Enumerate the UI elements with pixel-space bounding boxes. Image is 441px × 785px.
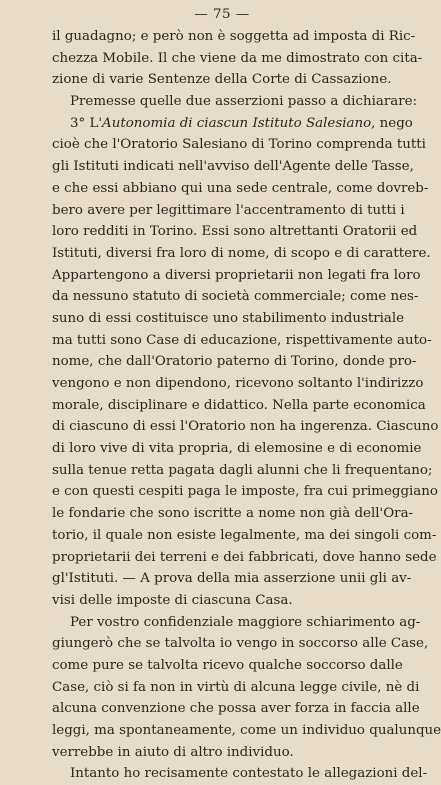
- text-line: di loro vive di vita propria, di elemosine e di economie: [52, 441, 422, 457]
- text-line: zione di varie Sentenze della Corte di Cassazione.: [52, 72, 392, 88]
- text-line: nome, che dall'Oratorio paterno di Torino, donde pro-: [52, 354, 417, 370]
- text-line: gl'Istituti. — A prova della mia asserzione unii gli av-: [52, 571, 412, 587]
- text-line: alcuna convenzione che possa aver forza in faccia alle: [52, 701, 420, 717]
- text-line: e che essi abbiano qui una sede centrale, come dovreb-: [52, 180, 429, 196]
- text-line: proprietarii dei terreni e dei fabbricati, dove hanno sede: [52, 549, 437, 565]
- text-segment: 3° L': [70, 115, 103, 131]
- text-line: Appartengono a diversi proprietarii non legati fra loro: [52, 267, 421, 283]
- text-line: morale, disciplinare e didattico. Nella parte economica: [52, 397, 426, 413]
- body-text: [52, 26, 441, 785]
- italic-title: Autonomia di ciascun Istituto Salesiano: [102, 115, 372, 131]
- text-line: leggi, ma spontaneamente, come un individuo qualunque: [52, 723, 441, 738]
- text-line: giungerò che se talvolta io vengo in soccorso alle Case,: [52, 636, 429, 652]
- text-line: da nessuno statuto di società commerciale; come nes-: [52, 289, 419, 305]
- text-line: visi delle imposte di ciascuna Casa.: [52, 592, 293, 608]
- text-line: suno di essi costituisce uno stabilimento industriale: [52, 310, 405, 326]
- text-line: Case, ciò si fa non in virtù di alcuna legge civile, nè di: [52, 679, 420, 695]
- text-line: di ciascuno di essi l'Oratorio non ha ingerenza. Ciascuno: [52, 419, 439, 435]
- text-line: Premesse quelle due asserzioni passo a dichiarare:: [70, 94, 418, 110]
- text-line: Istituti, diversi fra loro di nome, di scopo e di carattere.: [52, 245, 431, 261]
- text-line: vengono e non dipendono, ricevono soltanto l'indirizzo: [52, 376, 424, 391]
- text-line: il guadagno; e però non è soggetta ad imposta di Ric-: [52, 29, 416, 44]
- text-line: e con questi cespiti paga le imposte, fra cui primeggiano: [52, 484, 438, 500]
- text-line: Intanto ho recisamente contestato le allegazioni del-: [70, 766, 428, 782]
- text-line: sulla tenue retta pagata dagli alunni che li frequentano;: [52, 462, 433, 478]
- page-number: — 75 —: [194, 7, 250, 22]
- text-line: [52, 113, 413, 135]
- text-line: ma tutti sono Case di educazione, rispettivamente auto-: [52, 332, 432, 348]
- text-line: Per vostro confidenziale maggiore schiarimento ag-: [70, 614, 421, 630]
- text-line: bero avere per legittimare l'accentramento di tutti i: [52, 202, 405, 218]
- text-segment: , nego: [371, 115, 413, 131]
- text-line: le fondarie che sono iscritte a nome non già dell'Ora-: [52, 506, 414, 522]
- text-line: cioè che l'Oratorio Salesiano di Torino comprenda tutti: [52, 137, 426, 153]
- text-line: chezza Mobile. Il che viene da me dimostrato con cita-: [52, 50, 423, 66]
- text-line: gli Istituti indicati nell'avviso dell'Agente delle Tasse,: [52, 159, 414, 175]
- text-line: come pure se talvolta ricevo qualche soccorso dalle: [52, 657, 403, 673]
- text-line: loro redditi in Torino. Essi sono altrettanti Oratorii ed: [52, 224, 418, 240]
- text-line: torio, il quale non esiste legalmente, ma dei singoli com-: [52, 527, 437, 543]
- text-line: verrebbe in aiuto di altro individuo.: [52, 744, 294, 760]
